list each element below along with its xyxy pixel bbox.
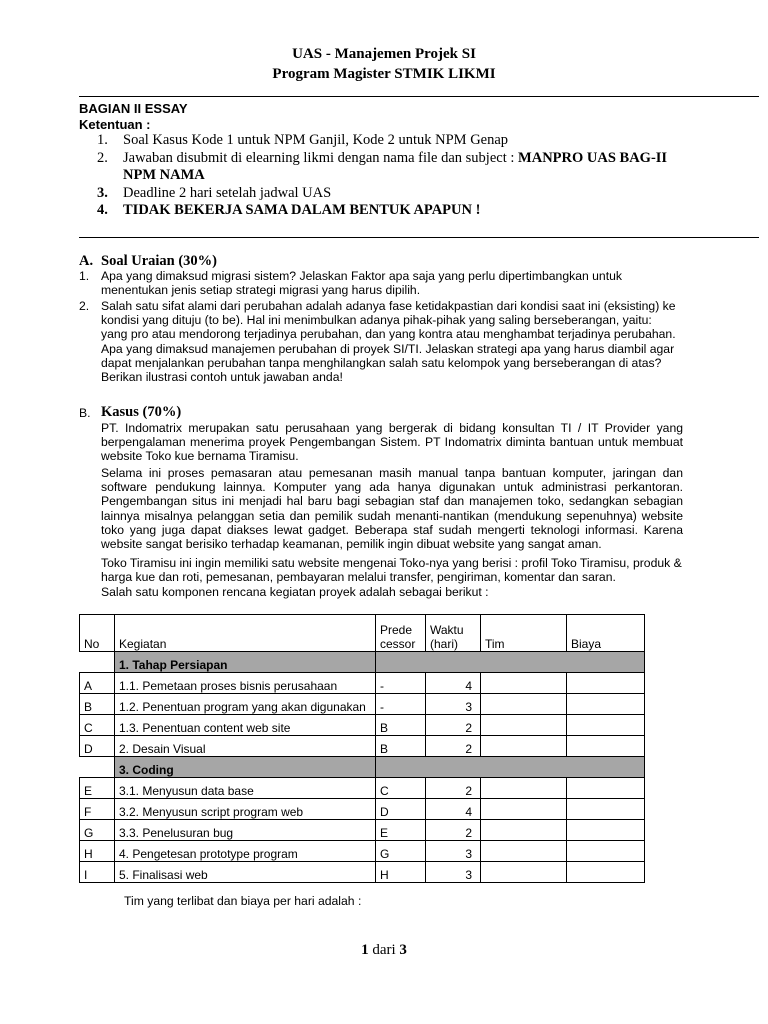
table-row: H 4. Pengetesan prototype program G 3 — [80, 841, 645, 862]
activity-table — [79, 614, 645, 883]
table-row: A 1.1. Pemetaan proses bisnis perusahaan - 4 — [80, 673, 645, 694]
table-row: I 5. Finalisasi web H 3 — [80, 862, 645, 883]
table-group-row: 3. Coding — [80, 757, 645, 778]
rule-item: 4. TIDAK BEKERJA SAMA DALAM BENTUK APAPUN ! — [97, 202, 481, 219]
table-group-row: 1. Tahap Persiapan — [80, 652, 645, 673]
document-title: UAS - Manajemen Projek SI — [292, 46, 476, 62]
table-header-row — [80, 615, 645, 652]
table-row: C 1.3. Penentuan content web site B 2 — [80, 715, 645, 736]
header-kegiatan: Kegiatan — [115, 615, 376, 652]
rule-item: 3. Deadline 2 hari setelah jadwal UAS — [97, 184, 332, 201]
rule-item: 2. Jawaban disubmit di elearning likmi dengan nama file dan subject : MANPRO UAS BAG-II NPM NAMA — [97, 149, 668, 184]
table-row: D 2. Desain Visual B 2 — [80, 736, 645, 757]
table-row: E 3.1. Menyusun data base C 2 — [80, 778, 645, 799]
question-text: Salah satu sifat alami dari perubahan adalah adanya fase ketidakpastian dari kondisi saat ini (eksisting) ke kondisi yang dituju (to be). Hal ini menimbulkan adanya pihak-pihak yang saling berseberangan, yaitu: yang pro atau mendorong terjadinya perubahan, dan yang kontra atau menghambat terjadinya perubahan. Apa yang dimaksud manajemen perubahan di proyek SI/TI. Jelaskan strategi apa yang harus diambil agar dapat menjalankan perubahan tanpa menghilangkan salah satu kelompok yang berseberangan di atas? Berikan ilustrasi contoh untuk jawaban anda! — [101, 299, 676, 385]
divider-middle — [79, 237, 759, 238]
case-paragraph: Selama ini proses pemasaran atau pemesanan masih manual tanpa bantuan komputer, jaringan dan software pendukung lainnya. Komputer yang ada hanya digunakan untuk administrasi perkantoran. Pengembangan situs ini menjadi hal baru bagi sebagian staf dan manajemen toko, sedangkan sebagian lainnya misalnya pelanggan setia dan pemilik sudah menanti-nantikan (mendukung sepenuhnya) website toko yang juga dapat diakses lewat gadget. Beberapa staf sudah mengerti teknologi informasi. Karena website sangat berisiko terhadap keamanan, pemilik ingin dibuat website yang sangat aman. — [101, 466, 683, 552]
table-row: B 1.2. Penentuan program yang akan digunakan - 3 — [80, 694, 645, 715]
table-row: G 3.3. Penelusuran bug E 2 — [80, 820, 645, 841]
question-text: Apa yang dimaksud migrasi sistem? Jelaskan Faktor apa saja yang perlu dipertimbangkan untuk menentukan jenis setiap strategi migrasi yang harus dipilih. — [101, 269, 622, 298]
section-heading-bagian: BAGIAN II ESSAY — [79, 101, 188, 116]
header-tim: Tim — [481, 615, 567, 652]
after-table-text: Tim yang terlibat dan biaya per hari adalah : — [124, 894, 362, 908]
header-waktu: Waktu (hari) — [426, 615, 481, 652]
ketentuan-title: Ketentuan : — [79, 117, 151, 132]
case-paragraph: Salah satu komponen rencana kegiatan proyek adalah sebagai berikut : — [101, 585, 489, 599]
header-biaya: Biaya — [567, 615, 645, 652]
rule-item: 1. Soal Kasus Kode 1 untuk NPM Ganjil, Kode 2 untuk NPM Genap — [97, 132, 509, 148]
document-subtitle: Program Magister STMIK LIKMI — [272, 66, 496, 82]
header-predecessor: Prede cessor — [376, 615, 426, 652]
question-number: 2. — [79, 299, 90, 313]
header-no: No — [80, 615, 115, 652]
table-row: F 3.2. Menyusun script program web D 4 — [80, 799, 645, 820]
question-number: 1. — [79, 269, 90, 283]
divider-top — [79, 96, 759, 97]
page-number: 1 dari 3 — [361, 942, 407, 958]
case-paragraph: PT. Indomatrix merupakan satu perusahaan yang bergerak di bidang konsultan TI / IT Provider yang berpengalaman menerima proyek Pengembangan Sistem. PT Indomatrix diminta bantuan untuk membuat website Toko kue bernama Tiramisu. — [101, 421, 683, 464]
section-a-label: A. — [79, 253, 94, 269]
section-a-title: Soal Uraian (30%) — [101, 253, 217, 269]
case-paragraph: Toko Tiramisu ini ingin memiliki satu website mengenai Toko-nya yang berisi : profil Toko Tiramisu, produk & harga kue dan roti, pemesanan, pembayaran melalui transfer, pengiriman, komentar dan saran. — [101, 556, 682, 585]
section-b-title: Kasus (70%) — [101, 404, 182, 420]
section-b-label: B. — [79, 406, 91, 420]
rules-list — [97, 132, 697, 220]
